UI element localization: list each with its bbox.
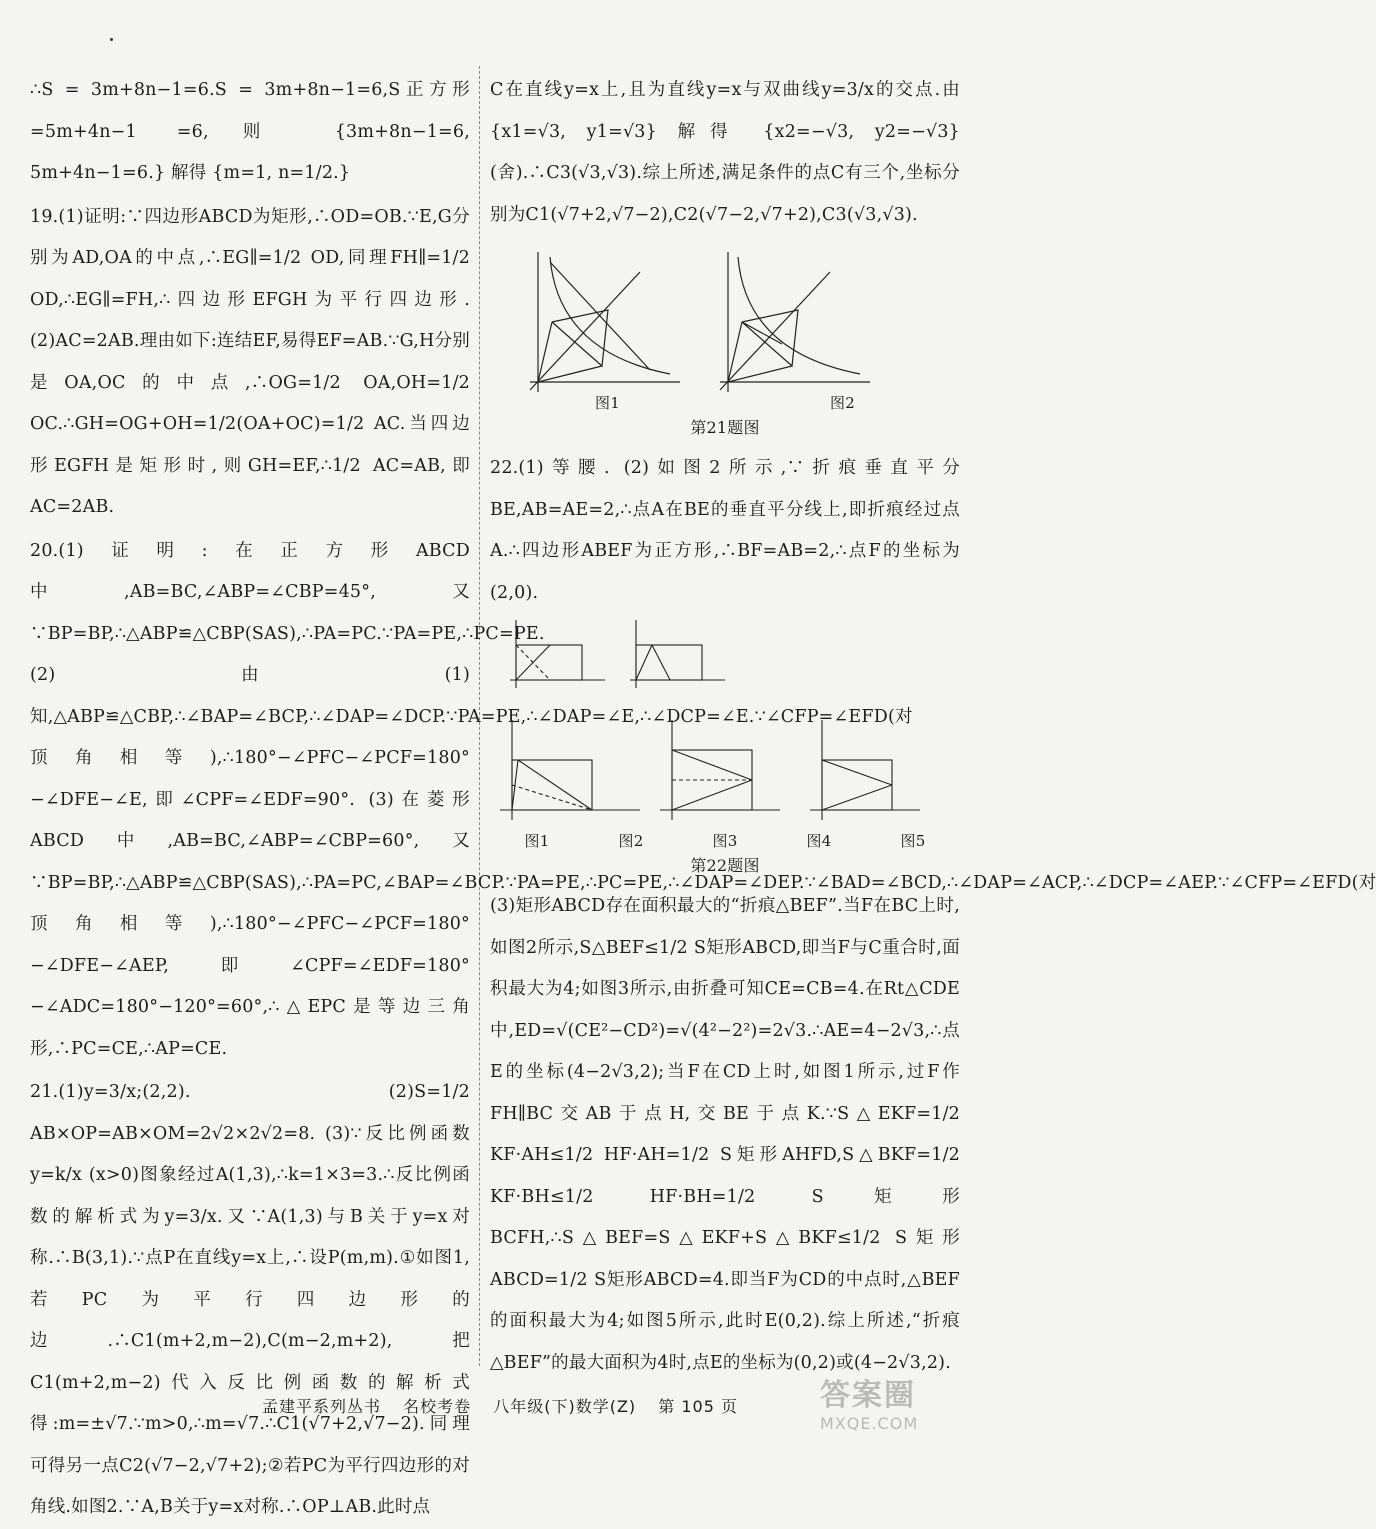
answer-22-part-1-2: 22.(1)等腰. (2)如图2所示,∵折痕垂直平分BE,AB=AE=2,∴点A在BE的垂直平分线上,即折痕经过点A.∴四边形ABEF为正方形,∴BF=AB=2,∴点F的坐标为(2,0). xyxy=(490,458,960,603)
figure-21-graph-2 xyxy=(720,252,870,392)
figure-21-graphs xyxy=(490,242,960,392)
figure-22-sublabels xyxy=(490,830,960,852)
figure-22 xyxy=(490,620,960,880)
figure-21-label-2: 图2 xyxy=(830,394,855,412)
footer-page-number: 第 105 页 xyxy=(658,1397,738,1416)
print-speck xyxy=(110,38,113,41)
figure-22-label-3: 图3 xyxy=(712,832,738,850)
figure-22-graph-2 xyxy=(630,620,725,688)
answer-21: 21.(1)y=3/x;(2,2). (2)S=1/2 AB×OP=AB×OM=2√2×2√2=8. (3)∵反比例函数 y=k/x (x>0)图象经过A(1,3),∴k=1×3=3.∴反比例函数的解析式为y=3/x.又∵A(1,3)与B关于y=x对称.∴B(3,1).∵点P在直线y=x上,∴设P(m,m).①如图1,若PC为平行四边形的边.∴C1(m+2,m−2),C(m−2,m+2),把C1(m+2,m−2)代入反比例函数的解析式得:m=±√7.∵m>0,∴m=√7.∴C1(√7+2,√7−2).同理可得另一点C2(√7−2,√7+2);②若PC为平行四边形的对角线.如图2.∵A,B关于y=x对称.∴OP⊥AB.此时点 xyxy=(30,1082,470,1517)
answer-18-continued: ∴S = 3m+8n−1=6.S = 3m+8n−1=6,S正方形 =5m+4n−1 =6,则 {3m+8n−1=6, 5m+4n−1=6.} 解得 {m=1, n=1/2.} xyxy=(30,80,470,183)
figure-22-graphs xyxy=(490,620,960,830)
answer-22-part-3: (3)矩形ABCD存在面积最大的“折痕△BEF”.当F在BC上时,如图2所示,S△BEF≤1/2 S矩形ABCD,即当F与C重合时,面积最大为4;如图3所示,由折叠可知CE=CB=4.在Rt△CDE中,ED=√(CE²−CD²)=√(4²−2²)=2√3.∴AE=4−2√3,∴点E的坐标(4−2√3,2);当F在CD上时,如图1所示,过F作FH∥BC交AB于点H,交BE于点K.∵S△EKF=1/2 KF·AH≤1/2 HF·AH=1/2 S矩形AHFD,S△BKF=1/2 KF·BH≤1/2 HF·BH=1/2 S矩形BCFH,∴S△BEF=S△EKF+S△BKF≤1/2 S矩形ABCD=1/2 S矩形ABCD=4.即当F为CD的中点时,△BEF的面积最大为4;如图5所示,此时E(0,2).综上所述,“折痕△BEF”的最大面积为4时,点E的坐标为(0,2)或(4−2√3,2). xyxy=(490,896,960,1373)
figure-21-graph-1 xyxy=(530,252,680,392)
figure-22-graph-3 xyxy=(500,720,640,820)
figure-22-label-5: 图5 xyxy=(900,832,926,850)
figure-22-graph-5 xyxy=(810,720,920,820)
figure-22-label-4: 图4 xyxy=(806,832,832,850)
figure-21-caption: 第21题图 xyxy=(690,418,760,437)
figure-22-label-2: 图2 xyxy=(618,832,644,850)
footer-series: 孟建平系列丛书 xyxy=(262,1397,382,1416)
answer-20: 20.(1)证明:在正方形ABCD中,AB=BC,∠ABP=∠CBP=45°,又∵BP=BP,∴△ABP≌△CBP(SAS),∴PA=PC.∵PA=PE,∴PC=PE. (2)由(1)知,△ABP≌△CBP,∴∠BAP=∠BCP,∴∠DAP=∠DCP.∵PA=PE,∴∠DAP=∠E,∴∠DCP=∠E.∵∠CFP=∠EFD(对顶角相等),∴180°−∠PFC−∠PCF=180°−∠DFE−∠E,即∠CPF=∠EDF=90°. (3)在菱形ABCD中,AB=BC,∠ABP=∠CBP=60°,又∵BP=BP,∴△ABP≌△CBP(SAS),∴PA=PC,∠BAP=∠BCP.∵PA=PE,∴PC=PE,∴∠DAP=∠DEP.∵∠BAD=∠BCD,∴∠DAP=∠ACP,∴∠DCP=∠AEP.∵∠CFP=∠EFD(对顶角相等),∴180°−∠PFC−∠PCF=180°−∠DFE−∠AEP,即∠CPF=∠EDF=180°−∠ADC=180°−120°=60°,∴△EPC是等边三角形,∴PC=CE,∴AP=CE. xyxy=(30,540,1376,1059)
watermark-url: MXQE.COM xyxy=(820,1414,919,1433)
figure-22-label-1: 图1 xyxy=(524,832,550,850)
answer-19: 19.(1)证明:∵四边形ABCD为矩形,∴OD=OB.∵E,G分别为AD,OA的中点,∴EG∥=1/2 OD,同理FH∥=1/2 OD,∴EG∥=FH,∴四边形EFGH为平行四边形. (2)AC=2AB.理由如下:连结EF,易得EF=AB.∵G,H分别是OA,OC的中点,∴OG=1/2 OA,OH=1/2 OC.∴GH=OG+OH=1/2(OA+OC)=1/2 AC.当四边形EGFH是矩形时,则GH=EF,∴1/2 AC=AB,即AC=2AB. xyxy=(30,206,470,517)
answer-21-continued: C在直线y=x上,且为直线y=x与双曲线y=3/x的交点.由 {x1=√3, y1=√3} 解得 {x2=−√3, y2=−√3}(舍).∴C3(√3,√3).综上所述,满足条件的点C有三个,坐标分别为C1(√7+2,√7−2),C2(√7−2,√7+2),C3(√3,√3). xyxy=(490,80,960,225)
footer-grade: 八年级(下)数学(Z) xyxy=(493,1397,637,1416)
right-column xyxy=(490,70,960,1384)
footer-book: 名校考卷 xyxy=(403,1397,472,1416)
watermark xyxy=(820,1370,990,1436)
figure-22-graph-4 xyxy=(660,720,780,820)
figure-21-sublabels xyxy=(490,392,960,414)
figure-22-graph-1 xyxy=(510,620,605,688)
figure-21 xyxy=(490,242,960,442)
watermark-text: 答案圈 xyxy=(820,1378,916,1413)
figure-22-caption: 第22题图 xyxy=(690,856,760,875)
figure-21-label-1: 图1 xyxy=(595,394,620,412)
